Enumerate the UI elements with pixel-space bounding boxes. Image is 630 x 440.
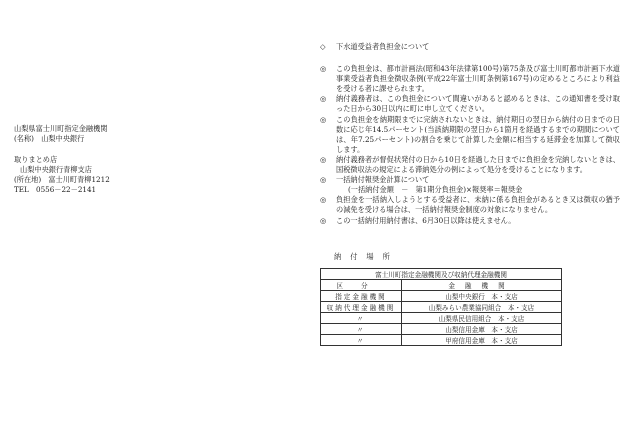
double-circle-icon: ◎ — [320, 94, 327, 104]
double-circle-icon: ◎ — [320, 154, 327, 164]
table-row: 収納代理金融機関 山梨みらい農業協同組合 本・支店 — [321, 302, 562, 313]
double-circle-icon: ◎ — [320, 114, 327, 124]
table-caption: 富士川町指定金融機関及び収納代理金融機関 — [321, 269, 562, 280]
double-circle-icon: ◎ — [320, 175, 327, 185]
paragraph: ◎ 負担金を一括納入しようとする受益者に、未納に係る負担金があるとき又は徴収の猶予の減免を受ける場合は、一括納付報奨金制度の対象になりません。 — [320, 195, 620, 215]
paragraph: ◎ この負担金を納期限までに完納されないときは、納付期日の翌日から納付の日までの日数に応じ年14.5パーセント(当該納期限の翌日から1箇月を経過するまでの期間については、年7.25パーセント)の割合を乗じて計算した金額に相当する延滞金を加算して徴収します。 — [320, 114, 620, 154]
diamond-icon: ◇ — [320, 42, 326, 51]
column-header: 金融機関 — [402, 280, 562, 291]
paragraph: ◎ 納付義務者は、この負担金について間違いがあると認めるときは、この通知書を受け取った日から30日以内に町に申し立てください。 — [320, 94, 620, 114]
double-circle-icon: ◎ — [320, 195, 327, 205]
agency-name: 山梨県富士川町指定金融機関 — [14, 124, 108, 133]
paragraph: ◎ この負担金は、都市計画法(昭和43年法律第100号)第75条及び富士川町都市計画下水道事業受益者負担金徴収条例(平成22年富士川町条例第167号)の定めるところにより利益を受ける者に課せられます。 — [320, 64, 620, 94]
table-row: 〃 甲府信用金庫 本・支店 — [321, 335, 562, 346]
payment-table — [320, 268, 562, 346]
double-circle-icon: ◎ — [320, 215, 327, 225]
payment-title: 納付場所 — [334, 252, 399, 261]
bank-name: (名称) 山梨中央銀行 — [14, 134, 85, 144]
notice-heading — [320, 42, 620, 52]
paragraph: ◎ 納付義務者が督促状発付の日から10日を経過した日までに負担金を完納しないときは、国税徴収法の規定による滞納処分の例によって処分を受けることになります。 — [320, 154, 620, 175]
address: (所在地) 富士川町青柳1212 — [14, 175, 110, 185]
column-header: 区分 — [321, 280, 402, 291]
payment-section — [320, 252, 620, 346]
notice-section — [320, 42, 620, 226]
table-row: 指定金融機関 山梨中央銀行 本・支店 — [321, 291, 562, 302]
double-circle-icon: ◎ — [320, 64, 327, 74]
table-row: 〃 山梨信用金庫 本・支店 — [321, 324, 562, 335]
dealer-label: 取りまとめ店 — [14, 154, 58, 164]
contact-block — [14, 124, 274, 196]
telephone: TEL 0556－22－2141 — [14, 185, 97, 195]
paragraph: ◎ この一括納付用納付書は、6月30日以降は使えません。 — [320, 215, 516, 225]
table-row: 〃 山梨県民信用組合 本・支店 — [321, 313, 562, 324]
branch-name: 山梨中央銀行青柳支店 — [20, 164, 92, 174]
paragraph: ◎ 一括納付報奨金計算について — [320, 175, 430, 185]
notice-title: 下水道受益者負担金について — [336, 42, 430, 51]
table-header-row — [321, 280, 562, 291]
reward-formula: (一括納付金額 － 第1期分負担金)×報奨率＝報奨金 — [348, 185, 523, 195]
